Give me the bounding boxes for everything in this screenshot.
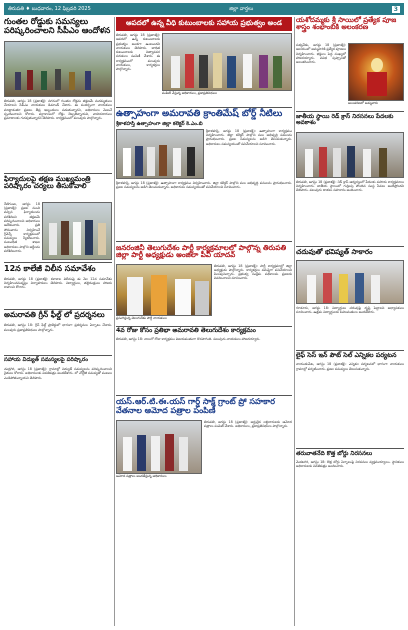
center-photo-3-caption: ప్రసంగిస్తున్న తెలుగుదేశం పార్టీ నాయకులు — [116, 315, 167, 320]
story-right3-body: గూడూరు, ఆగస్టు 18: విద్యార్థులు చదువుపై దృష్టి పెట్టాలని అధ్యాపకులు సూచించారు. ఉత్తమ విద్యార్థులకు బహుమతులు అందజేశారు. — [296, 305, 404, 314]
story-center5-body: తిరుపతి, ఆగస్టు 18 (ప్రజాశక్తి): అర్హులైన లబ్ధిదారులకు ఆమోద పత్రాలు పంపిణీ చేశారు. అధికారులు, ప్రజాప్రతినిధులు పాల్గొన్నారు. — [204, 420, 292, 429]
story-center4-body: తిరుపతి, ఆగస్టు 18: నాలుగో రోజు కార్యక్రమం విజయవంతంగా కొనసాగింది. పలువురు నాయకులు హాజరయ్యారు. — [116, 337, 261, 342]
right-photo-3 — [296, 260, 404, 304]
right-photo-deity-caption: అలంకరణలో అమ్మవారు — [348, 101, 378, 105]
page-number: 3 — [393, 5, 398, 13]
center-photo-1-caption: పంపిణీ చేస్తున్న అధికారులు, ప్రజాప్రతినిధులు — [162, 91, 217, 95]
story-center5-headline: యస్.ఆర్.టి.ఈ.యస్ గార్డ్ సాక్ష్ గ్రాంట్ ప్రో సహకార వేతనాల ఆమోద పత్రాల పంపిణీ — [116, 397, 275, 415]
story2-photo — [42, 202, 112, 260]
right-photo-2 — [296, 132, 404, 178]
story-center1-body-left: తిరుపతి, ఆగస్టు 18 (ప్రజాశక్తి): ఆపదలో ఉన్న కుటుంబాలకు ప్రభుత్వం అండగా ఉంటుందని నాయకులు తెలిపారు. బాధిత కుటుంబాలకు నిత్యావసర సరుకులు పంపిణీ చేశారు. ఈ కార్యక్రమంలో పలువురు నాయకులు, కార్యకర్తలు పాల్గొన్నారు. — [116, 33, 160, 72]
story4-body: తిరుపతి, ఆగస్టు 18: గ్రీన్ ఫీల్డ్ ప్రాజెక్టులో భాగంగా ప్రదర్శనలు ఏర్పాటు చేశారు. పలువురు ప్రజాప్రతినిధులు పాల్గొన్నారు. — [4, 323, 112, 332]
story-center2-body-cont: శ్రీకాళహస్తి, ఆగస్టు 18 (ప్రజాశక్తి): ఉత్సాహంగా కార్యక్రమం నిర్వహించారు. జిల్లా కలెక్టర్ పాల్గొని పలు అభివృద్ధి పనులను ప్రారంభించారు. ప్రజల సమస్యలను అడిగి తెలుసుకున్నారు. అధికారులు సమన్వయంతో పనిచేయాలని సూచించారు. — [116, 180, 292, 190]
story-right5-body: వెంకటగిరి, ఆగస్టు 18: కొత్త బోర్డు ఏర్పాటుపై నిరసనలు వ్యక్తమయ్యాయి. స్థానికులు అధికారులకు వినతిపత్రం అందించారు. — [296, 460, 404, 469]
story-right5-headline: తరువాతనేది కొత్త బోర్డు నిరసనలు — [296, 451, 373, 458]
column-divider — [294, 17, 295, 626]
story3-body: తిరుపతి, ఆగస్టు 18 (ప్రజాశక్తి): కళాశాల విలీనంపై ఈ నెల 12న సమావేశం నిర్వహించనున్నట్లు నిర్వాహకులు తెలిపారు. విద్యార్థులు, తల్లిదండ్రులు హాజరు కావాలని కోరారు. — [4, 276, 112, 290]
story-center2-subhead: శ్రీకాళహస్తి ఉత్సాహంగా జిల్లా కలెక్టర్ కె.ఎం.బి — [116, 120, 203, 127]
story-center4-headline: 4వ రోజు కోసం ప్రతిభా అమరావతి తెలుగుదేశం కార్యక్రమం — [116, 327, 256, 335]
column-right — [296, 17, 404, 500]
story-right1-headline: యశోదమ్మకు శ్రీ సాయిలో ప్రత్యేక పూజ శాస్త్రం శంభాంబికి అలంకరణ — [296, 16, 397, 32]
column-left — [4, 17, 112, 431]
center-photo-5 — [116, 420, 202, 474]
header-date: తిరుపతి ♦ బుధవారం, 12 ఫిబ్రవరి 2025 — [8, 5, 91, 12]
center-photo-2 — [116, 129, 204, 179]
story-right2-headline: జాతీయ స్థాయి రెడ్ క్రాస్ నిరసనలు పేదలకు అవకాశం — [296, 113, 394, 126]
story3-headline: 12న కాలేజీ విలీన సమావేశం — [4, 263, 96, 273]
right-photo-deity — [348, 43, 404, 101]
story1-body: తిరుపతి, ఆగస్టు 18 (ప్రజాశక్తి): నగరంలో గుంతల రోడ్లను తక్షణమే మరమ్మతులు చేయాలని సీపీఎం నాయకులు డిమాండ్ చేశారు. ఈ సందర్భంగా నాయకులు మాట్లాడుతూ ప్రజలు తీవ్ర ఇబ్బందులు పడుతున్నారని, అధికారులు వెంటనే స్పందించాలని కోరారు. వర్షాకాలంలో రోడ్లు దెబ్బతిన్నాయని, వాహనదారులు ప్రమాదాలకు గురవుతున్నారని తెలిపారు. కార్యక్రమంలో పలువురు పాల్గొన్నారు. — [4, 99, 112, 121]
story-center3-headline: జనరంజినీ తెలుగుదేశం పార్టీ కార్యక్రమాలలో పాల్గొన్న తిరుపతి జిల్లా పార్టీ అధ్యక్షుడు అంజిలా పీవీ యాదవ్ — [116, 242, 287, 260]
story-right1-body: సత్యవేడు, ఆగస్టు 18 (ప్రజాశక్తి): ఆలయంలో అమ్మవారికి ప్రత్యేక పూజలు నిర్వహించారు. భక్తులు పెద్ద సంఖ్యలో హాజరయ్యారు. వివిధ పుష్పాలతో అలంకరించారు. — [296, 43, 346, 65]
story-right2-body: తిరుపతి, ఆగస్టు 18 (ప్రజాశక్తి): రెడ్ క్రాస్ ఆధ్వర్యంలో పేదలకు సహాయ కార్యక్రమాలు నిర్వహించారు. జాతీయ స్థాయిలో గుర్తింపు పొందిన సంస్థ సేవలు అందిస్తోందని తెలిపారు. పలువురు దాతలు సహకారం అందించారు. — [296, 179, 404, 193]
center-photo-1 — [162, 33, 292, 91]
story-center2-body: శ్రీకాళహస్తి, ఆగస్టు 18 (ప్రజాశక్తి): ఉత్సాహంగా కార్యక్రమం నిర్వహించారు. జిల్లా కలెక్టర్ పాల్గొని పలు అభివృద్ధి పనులను ప్రారంభించారు. ప్రజల సమస్యలను అడిగి తెలుసుకున్నారు. అధికారులు సమన్వయంతో పనిచేయాలని సూచించారు. — [206, 128, 292, 146]
story-center2-headline: ఉత్సాహంగా అమరావతి క్రాంతిమేష్ బోర్డ్ నీటిలు — [116, 108, 283, 119]
story-right4-headline: లైఫ్ సెస్ ఇన్ పౌట్ సెల్ ఎన్నికల పర్యటన — [296, 351, 397, 360]
header-section: జిల్లా వార్తలు — [229, 5, 254, 12]
story-center3-body: తిరుపతి, ఆగస్టు 18 (ప్రజాశక్తి): పార్టీ కార్యక్రమాల్లో జిల్లా అధ్యక్షుడు పాల్గొన్నారు. కార్యకర్తలు సమష్టిగా పనిచేయాలని పిలుపునిచ్చారు. ప్రభుత్వ సంక్షేమ పథకాలను ప్రజలకు వివరించాలని సూచించారు. — [214, 263, 292, 281]
story5-headline: సహాయ విద్యుత్ సమస్యలపై పరిష్కారం — [4, 357, 88, 364]
story2-body: రేణిగుంట, ఆగస్టు 18 (ప్రజాశక్తి): ప్రజల నుంచి వచ్చిన ఫిర్యాదులను పరిశీలించి తక్షణమే పరిష్కరించాలని అధికారులు ఆదేశించారు. ప్రతి సోమవారం నిర్వహించే గ్రీవెన్స్ కార్యక్రమంలో సమస్యలు స్వీకరించారు. సంబంధిత శాఖల అధికారులు పాల్గొని అర్జీలను పరిశీలించారు. — [4, 201, 40, 254]
story-right3-headline: చదువుతో భవిష్యత్ సాకారం — [296, 247, 373, 256]
story1-headline: గుంతల రోడ్డుకు సమస్యలు పరిష్కరించాలని సీపీఎం ఆందోళన — [4, 16, 111, 35]
story4-headline: అమరావతి గ్రీన్ ఫీల్డ్ లో ప్రదర్శనలు — [4, 310, 105, 320]
column-divider — [114, 17, 115, 626]
story2-headline: ఫిర్యాదులపై తక్షణ ముఖ్యమంత్రి పరిష్కారం చర్యలు తీసుకోవాలి — [4, 174, 91, 191]
story5-body: చంద్రగిరి, ఆగస్టు 18 (ప్రజాశక్తి): గ్రామాల్లో విద్యుత్ సమస్యలను పరిష్కరించాలని రైతులు కోరారు. అధికారులకు వినతిపత్రం అందజేశారు. లో వోల్టేజీ సమస్యతో పంటలు ఎండిపోతున్నాయని తెలిపారు. — [4, 367, 112, 380]
center-photo-5-caption: ఆమోద పత్రాలు అందజేస్తున్న అధికారులు — [116, 474, 167, 479]
story1-photo — [4, 41, 112, 97]
column-center — [116, 17, 292, 482]
center-banner-headline: ఆపదలో ఉన్న వీధి కుటుంబాలకు సహాయ ప్రభుత్వం అండ — [116, 17, 292, 31]
story-right4-body: నాయుడుపేట, ఆగస్టు 18 (ప్రజాశక్తి): ఎన్నికల పర్యటనలో భాగంగా నాయకులు గ్రామాల్లో పర్యటించారు. ప్రజల సమస్యలు తెలుసుకున్నారు. — [296, 362, 404, 371]
page-header-bar — [4, 3, 404, 15]
center-photo-3 — [116, 264, 212, 316]
